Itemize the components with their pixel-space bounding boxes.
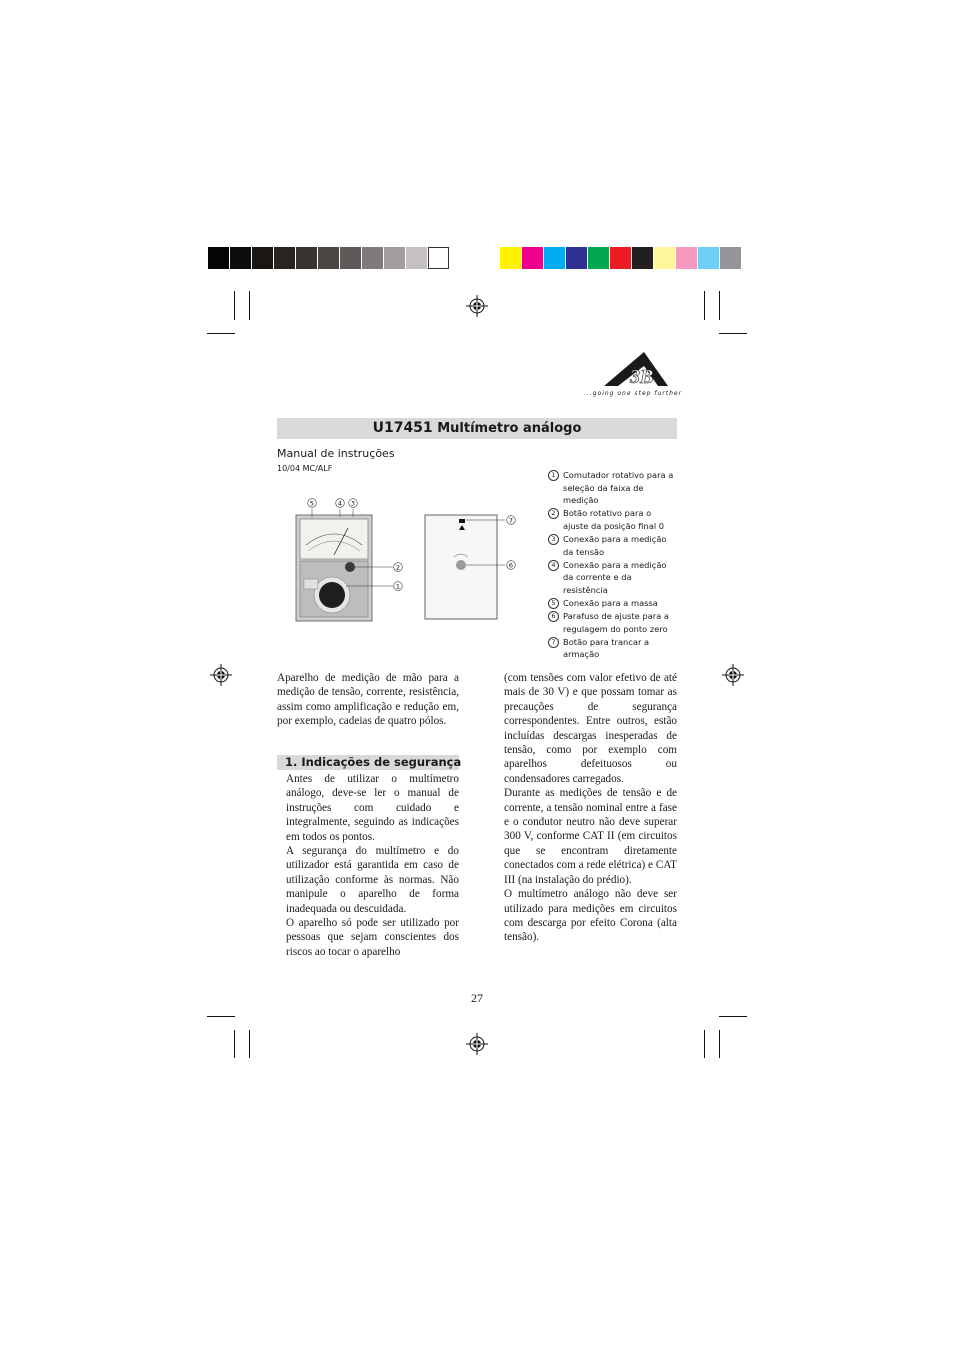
paragraph: A segurança do multímetro e do utilizador está garantida em caso de utilização conforme às normas. Não manipule o aparelho de forma inadequada ou descuidada. [286, 845, 459, 915]
color-swatch [588, 247, 609, 269]
color-swatch [428, 247, 449, 269]
product-name: Multímetro análogo [437, 421, 582, 436]
section-title: 1. Indicações de segurança [285, 755, 462, 769]
color-swatch [544, 247, 565, 269]
legend-item: 1 Comutador rotativo para a seleção da faixa de medição [548, 469, 678, 507]
color-swatch [610, 247, 631, 269]
registration-mark-icon [722, 664, 744, 686]
legend-item: 2 Botão rotativo para o ajuste da posição final 0 [548, 507, 678, 532]
crop-mark [249, 1030, 250, 1058]
color-swatch [318, 247, 339, 269]
figure-label: 2 [395, 563, 401, 572]
page-number: 27 [471, 991, 483, 1005]
zero-point-screw [456, 560, 466, 570]
document-date: 10/04 MC/ALF [277, 464, 333, 473]
registration-mark-icon [466, 295, 488, 317]
figure-label: 3 [350, 499, 356, 508]
color-swatch [230, 247, 251, 269]
safety-text-continued [504, 671, 677, 945]
svg-text:3B: 3B [630, 366, 654, 388]
range-selector-knob [319, 582, 345, 608]
crop-mark [704, 291, 705, 320]
color-swatch [500, 247, 521, 269]
multimeter-figure [290, 495, 525, 625]
crop-mark [249, 291, 250, 320]
gray-color-bar [208, 247, 450, 269]
registration-mark-icon [210, 664, 232, 686]
logo-tagline: ...going one step further [584, 390, 683, 397]
intro-paragraph: Aparelho de medição de mão para a medição de tensão, corrente, resistência, assim como amplificação e redução em, por exemplo, cadeias de quatro pólos. [277, 672, 459, 728]
page-title [277, 420, 677, 436]
legend-item: 4 Conexão para a medição da corrente e da resistência [548, 559, 678, 597]
crop-mark [234, 1030, 235, 1058]
crop-mark [704, 1030, 705, 1058]
product-code: U17451 [372, 420, 433, 436]
zero-adjust-knob [345, 562, 355, 572]
paragraph: O multímetro análogo não deve ser utilizado para medições em circuitos com descarga por efeito Corona (alta tensão). [504, 888, 677, 944]
color-swatch [654, 247, 675, 269]
crop-mark [207, 1016, 235, 1017]
3b-logo-icon [600, 350, 672, 390]
color-swatch [362, 247, 383, 269]
figure-label: 6 [508, 561, 514, 570]
paragraph: Durante as medições de tensão e de corrente, a tensão nominal entre a fase e o condutor neutro não deve superar 300 V, conforme CAT II (em circuitos que se encontram diretamente conectados com a rede elétrica) e CAT III (na instalação do prédio). [504, 787, 677, 886]
meter-dial [300, 519, 368, 559]
color-swatch [522, 247, 543, 269]
process-color-bar [500, 247, 742, 269]
figure-legend [548, 469, 678, 661]
registration-mark-icon [466, 1033, 488, 1055]
safety-text [286, 772, 459, 959]
color-swatch [406, 247, 427, 269]
color-swatch [384, 247, 405, 269]
figure-label: 4 [337, 499, 343, 508]
paragraph: O aparelho só pode ser utilizado por pessoas que sejam conscientes dos riscos ao tocar o aparelho [286, 917, 459, 958]
crop-mark [719, 291, 720, 320]
color-swatch [566, 247, 587, 269]
figure-label: 1 [395, 582, 401, 591]
crop-mark [719, 1030, 720, 1058]
crop-mark [719, 333, 747, 334]
color-swatch [296, 247, 317, 269]
color-swatch [208, 247, 229, 269]
color-swatch [698, 247, 719, 269]
figure-label: 7 [508, 516, 514, 525]
color-swatch [720, 247, 741, 269]
crop-mark [719, 1016, 747, 1017]
figure-label: 5 [309, 499, 315, 508]
crop-mark [234, 291, 235, 320]
crop-mark [207, 333, 235, 334]
paragraph: Antes de utilizar o multímetro análogo, deve-se ler o manual de instruções com cuidado e integralmente, seguindo as indicações em todos os pontos. [286, 773, 459, 843]
color-swatch [676, 247, 697, 269]
color-swatch [340, 247, 361, 269]
color-swatch [632, 247, 653, 269]
paragraph: (com tensões com valor efetivo de até mais de 30 V) e que possam tomar as precauções de segurança correspondentes. Entre outros, estão incluídas descargas inesperadas de tensão, como por exemplo com aparelhos defeituosos ou condensadores carregados. [504, 672, 677, 785]
legend-item: 5 Conexão para a massa [548, 597, 678, 610]
legend-item: 3 Conexão para a medição da tensão [548, 533, 678, 558]
color-swatch [252, 247, 273, 269]
legend-item: 6 Parafuso de ajuste para a regulagem do ponto zero [548, 610, 678, 635]
legend-item: 7 Botão para trancar a armação [548, 636, 678, 661]
color-swatch [274, 247, 295, 269]
manual-subtitle: Manual de instruções [277, 447, 395, 460]
